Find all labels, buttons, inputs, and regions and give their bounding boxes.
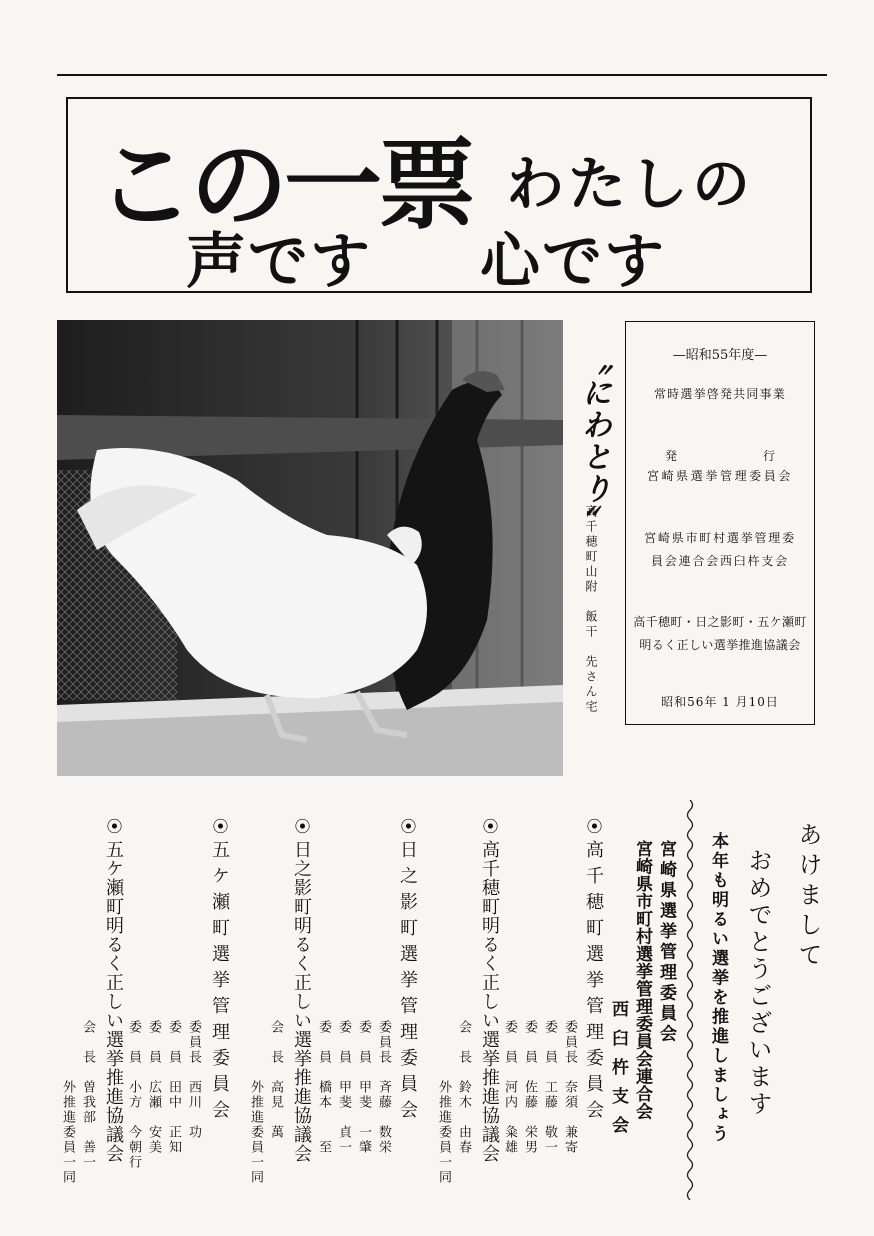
group1-member-4: 委 員 河内 粂雄: [502, 1020, 517, 1155]
photo-place: 高千穂町山附 飯干 先さん宅: [584, 505, 598, 715]
group-bullet-3: ⦿: [398, 818, 417, 834]
sponsor-line3: 西臼杵支会: [608, 1000, 628, 1145]
group-title-1: 高千穂町選挙管理委員会: [583, 840, 604, 1126]
publish-label: [626, 447, 814, 464]
project-name: 常時選挙啓発共同事業: [653, 387, 786, 401]
sponsor-line2: 宮崎県市町村選挙管理委員会連合会: [632, 840, 652, 1120]
group-title-4: 日之影町明るく正しい選挙推進協議会: [291, 840, 312, 1163]
group-title-2: 高千穂町明るく正しい選挙推進協議会: [479, 840, 500, 1163]
group3-member-4: 委 員 橋本 至: [316, 1020, 331, 1155]
group4-member-1: 会 長 高見 萬: [268, 1020, 283, 1140]
group-title-5: 五ケ瀬町選挙管理委員会: [209, 840, 230, 1126]
group2-member-2: 外推進委員一同: [436, 1080, 451, 1185]
headline-line1-big: この一票: [96, 129, 473, 243]
photo-title: 〝にわとり〟: [576, 345, 611, 537]
group-bullet-2: ⦿: [480, 818, 499, 834]
issue-date: 昭和56年 1 月10日: [661, 695, 779, 709]
council-line2: 明るく正しい選挙推進協議会: [639, 638, 801, 652]
group-bullet-5: ⦿: [210, 818, 229, 834]
rooster-photo: [57, 320, 563, 776]
group4-member-2: 外推進委員一同: [248, 1080, 263, 1185]
greeting-line3: 本年も明るい選挙を推進しましょう: [708, 832, 728, 1144]
headline-line2-part1: 声です: [186, 227, 372, 297]
fiscal-year: —昭和55年度—: [672, 348, 768, 363]
group1-member-2: 委 員 工藤 敬一: [542, 1020, 557, 1155]
group-title-3: 日之影町選挙管理委員会: [397, 840, 418, 1126]
publish-label-2: 行: [762, 449, 775, 463]
greeting-line2: おめでとうございます: [744, 848, 772, 1118]
group5-member-4: 委 員 小方 今朝行: [126, 1020, 141, 1170]
publisher: 宮崎県選挙管理委員会: [646, 469, 793, 483]
sponsor-line1: 宮崎県選挙管理委員会: [656, 840, 676, 1045]
group2-member-1: 会 長 鈴木 由春: [456, 1020, 471, 1155]
group3-member-3: 委 員 甲斐 貞一: [336, 1020, 351, 1155]
group5-member-2: 委 員 田中 正知: [166, 1020, 181, 1155]
group5-member-3: 委 員 広瀬 安美: [146, 1020, 161, 1155]
group6-member-2: 外推進委員一同: [60, 1080, 75, 1185]
group1-member-1: 委員長 奈須 兼寄: [562, 1020, 577, 1155]
group-bullet-1: ⦿: [584, 818, 603, 834]
group5-member-1: 委員長 西川 功: [186, 1020, 201, 1140]
group3-member-2: 委 員 甲斐 一肇: [356, 1020, 371, 1155]
association-line1: 宮崎県市町村選挙管理委: [644, 531, 796, 545]
council-line1: 高千穂町・日之影町・五ケ瀬町: [633, 615, 807, 629]
greeting-line1: あけまして: [794, 822, 822, 972]
group-title-6: 五ケ瀬町明るく正しい選挙推進協議会: [103, 840, 124, 1163]
association-line2: 員会連合会西臼杵支会: [650, 554, 789, 568]
group3-member-1: 委員長 斉藤 数栄: [376, 1020, 391, 1155]
headline-line1-small: わたしの: [506, 150, 755, 218]
group1-member-3: 委 員 佐藤 栄男: [522, 1020, 537, 1155]
wavy-divider: [684, 800, 696, 1200]
info-box: [625, 321, 815, 725]
group-bullet-4: ⦿: [292, 818, 311, 834]
group6-member-1: 会 長 曽我部 善一: [80, 1020, 95, 1170]
headline-box: [66, 97, 812, 297]
publish-label-1: 発: [664, 449, 677, 463]
group-bullet-6: ⦿: [104, 818, 123, 834]
top-rule: [57, 74, 827, 76]
headline-line2-part2: 心です: [480, 227, 666, 297]
